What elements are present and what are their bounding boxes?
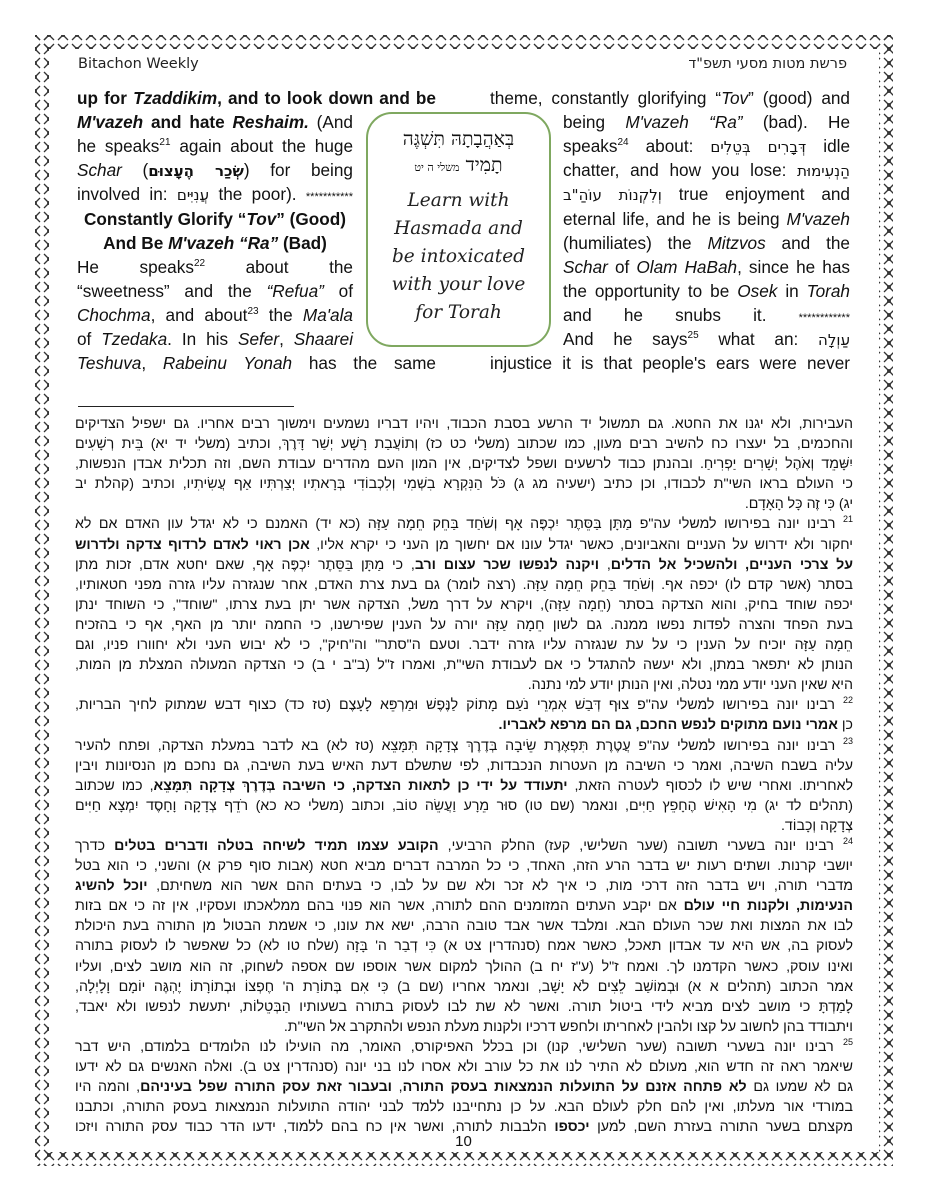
text-segment: and the: [765, 232, 850, 253]
text-segment: up for: [77, 88, 134, 108]
callout-english-line: for Torah: [415, 302, 502, 323]
footnote-marker: 21: [842, 514, 853, 525]
text-segment: לא פתחה אזנם על התועלות הנמצאות בעסק התורה: [402, 1079, 747, 1096]
text-segment: being: [563, 112, 626, 133]
text-segment: אמרי נועם מתוקים לנפש החכם, גם הם מרפא לאבריו.: [498, 717, 838, 734]
text-line: [77, 279, 353, 303]
footnote-line: [75, 514, 853, 534]
footnote-marker: 25: [687, 330, 699, 341]
text-segment: הקובע עצמו תמיד לשיחה בטלה ודברים בטלים: [114, 837, 439, 854]
text-segment: Shaarei: [293, 329, 354, 349]
text-segment: גם לא שמעו גם: [746, 1079, 853, 1096]
text-segment: ************: [798, 311, 850, 324]
text-segment: ” (good) and: [748, 88, 850, 108]
text-segment: בסתר (אשר קדם לו) יכפה אף. וְשֹׁחַד בַּחֵק חֵמָה עַזָּה. (רצה לומר) גם בעת צרת האדם, אחר שנגזרה עליו גזרה מפני חטאותיו,: [75, 576, 853, 593]
text-segment: על צרכי העניים, ולהשכיל אל הדלים: [610, 556, 853, 573]
text-segment: היא שאין העני יודע ממי נטלה, ואין הנותן יודע למי נתנה.: [527, 677, 853, 694]
text-line: [563, 303, 850, 327]
text-segment: ,: [279, 329, 294, 349]
text-segment: again about the huge: [170, 136, 354, 157]
text-segment: ויקנה לנפשו שכר עצום ורב: [414, 556, 600, 573]
footnote-line: [75, 655, 853, 675]
text-segment: Tov: [721, 88, 749, 108]
text-segment: (: [121, 160, 149, 181]
footnote-line: [75, 535, 853, 555]
text-line: [563, 207, 850, 231]
text-segment: has the same: [292, 353, 436, 374]
text-segment: ויתבודד בהן לחשוב על קצו ולהבין לאחריתו ולחפש דרכיו ולקנות מעלת הנפש ולהתקרב אל השי"ת.: [283, 1018, 853, 1035]
text-segment: “sweetness” and the: [77, 280, 267, 301]
text-segment: And he says: [563, 329, 688, 349]
text-segment: M'vazeh “Ra”: [168, 232, 279, 253]
text-segment: he speaks: [77, 136, 160, 157]
footnote-marker: 23: [842, 735, 853, 746]
text-segment: He speaks: [77, 256, 194, 277]
text-line: [490, 86, 850, 110]
footnote-line: [75, 615, 853, 635]
text-segment: “Refua”: [266, 280, 324, 301]
text-segment: רבינו יונה בפירושו למשלי עה"פ עֲטֶרֶת תִּפְאֶרֶת שֵׂיבָה בְּדֶרֶךְ צְדָקָה תִּמָּצֵא (טז לא) בא לדבר במעלת הצדקה, ופתח להעיר: [75, 737, 843, 754]
footnote-line: [75, 1077, 853, 1097]
callout-hebrew-verse: בְּאַהֲבָתָהּ תִּשְׁגֶּה: [402, 128, 515, 150]
footnote-line: [75, 575, 853, 595]
text-line: [77, 110, 353, 134]
text-segment: Ma'ala: [302, 304, 353, 325]
text-segment: chatter, and how you lose:: [563, 160, 798, 181]
footnote-marker: 24: [617, 137, 629, 149]
text-segment: involved in:: [77, 184, 177, 205]
text-segment: חֵמָה עַזָּה יוכיח על הענין כי על עת שנגזרה עליו גזרה ידבר. וטעם ה"סתר" וה"חיק", כי לא יבוש העני ולא יחוורו פניו, וגם: [75, 637, 853, 654]
text-segment: עליה בשבח השיבה, ואמר כי השיבה מן העטרות הנכבדות, לפי שתשלם דעת האיש בעת השיבה, גם נחכם מן הנסיונות ויבין: [75, 757, 853, 774]
text-segment: הנעימות, ולקנות חיי עולם: [683, 898, 853, 915]
footnote-line: [75, 434, 853, 454]
text-segment: theme, constantly glorifying “: [490, 88, 722, 108]
footnote-line: [75, 776, 853, 796]
callout-hebrew-word: תָמִיד: [465, 154, 503, 176]
footnote-line: [75, 675, 853, 695]
text-segment: רבינו יונה בשערי תשובה (שער השלישי, קעז) החלק הרביעי,: [438, 837, 843, 854]
footnote-line: [75, 916, 853, 936]
footnote-line: [75, 957, 853, 977]
text-segment: , and about: [150, 304, 248, 325]
text-segment: ובעבור זאת עסק התורה שפל בעיניהם: [140, 1079, 392, 1096]
text-segment: לבו את המצות ואת שכר העולם הבא. ומלבד אשר אבד טובה הרבה, ישא את עונו, כי אשמת הבטול מן התורה בעת היכולת: [75, 918, 853, 935]
text-segment: speaks: [563, 136, 618, 157]
text-segment: Tzaddikim: [133, 88, 218, 108]
newsletter-title: Bitachon Weekly: [78, 56, 199, 72]
text-segment: כן: [837, 717, 853, 734]
footnote-marker: 22: [193, 257, 206, 269]
footnote-line: [75, 977, 853, 997]
footnote-line: [75, 836, 853, 856]
text-segment: Schar: [563, 256, 608, 277]
text-segment: יִשָּׁמֵד וְאֹהֶל יְשָׁרִים יַפְרִיחַ. ובהנתן כבוד לרשעים ושפל לצדיקים, אין המון העם מהדרים עבודת השם, וזה תכלית אבדן הנפשות,: [75, 456, 853, 473]
text-segment: , since he has: [737, 256, 850, 277]
text-segment: (תהלים לד יג) מִי הָאִישׁ הֶחָפֵץ חַיִּים, ונאמר (שם טו) סוּר מֵרָע וַעֲשֵׂה טוֹב, וכתוב (משלי כא כא) רֹדֵף צְדָקָה וָחָסֶד יִמְצָא חַיִּים: [75, 797, 853, 814]
text-segment: יוכל להשיג: [75, 878, 148, 895]
footnote-line: [75, 1017, 853, 1037]
text-segment: And Be: [103, 232, 169, 253]
footnote-line: [75, 635, 853, 655]
text-segment: צְדָקָה וְכָבוֹד.: [780, 817, 853, 834]
text-segment: יכספו: [554, 1119, 590, 1136]
text-segment: of: [607, 256, 637, 277]
text-segment: דְּבָרִים בְּטֵלִים: [710, 138, 807, 157]
text-line: [77, 231, 353, 255]
text-segment: (Bad): [278, 232, 327, 253]
text-segment: ,: [391, 1079, 403, 1096]
text-line: [563, 158, 850, 182]
callout-english-line: be intoxicated: [391, 246, 526, 267]
text-segment: ואינו עוסק, כאשר הקדמנו לך. ואמח ז"ל (ע"ז יח ב) ההולך למקום אשר אוספו שם אספה לשחוק, זה הוא מושב לצים, ועליו: [75, 958, 853, 975]
text-segment: Reshaim.: [232, 112, 309, 133]
text-segment: , כי מַתָּן בַּסֵּתֶר יִכְפֶּה אָף, שאם יחטא אדם, זכות מתן: [75, 556, 415, 573]
footnote-line: [75, 736, 853, 756]
text-line: [77, 182, 353, 206]
text-segment: the: [258, 304, 303, 325]
footnote-line: [75, 876, 853, 896]
text-line: [77, 303, 353, 327]
text-segment: עַוְלָה: [818, 331, 850, 349]
callout-english-line: with your love: [391, 274, 526, 295]
footnote-line: [75, 936, 853, 956]
text-segment: of: [323, 280, 354, 301]
text-segment: Tov: [246, 208, 277, 229]
text-line: [563, 327, 850, 351]
text-segment: ,: [599, 556, 611, 573]
text-line: [77, 158, 353, 182]
footnote-line: [75, 474, 853, 494]
text-segment: injustice it is that people's ears were never: [490, 353, 850, 374]
footnote-line: [75, 695, 853, 715]
text-segment: כי העולם בראו השי"ת לכבודו, וכן כתיב (ישעיה מג ג) כֹּל הַנִּקְרָא בִשְׁמִי וְלִכְבוֹדִי בְּרָאתִיו יְצַרְתִּיו אַף עֲשִׂיתִיו, וכתיב (קהלת יב: [75, 476, 853, 493]
footnote-line: [75, 595, 853, 615]
footnote-line: [75, 555, 853, 575]
text-line: [563, 134, 850, 158]
text-line: [563, 110, 850, 134]
footnote-line: [75, 1097, 853, 1117]
footnote-marker: 22: [842, 695, 853, 706]
footnote-marker: 24: [842, 835, 853, 846]
text-segment: לעסוק בה, אש היא עד אבדון תאכל, כאשר אמח (סנהדרין צט א) כִּי דְבַר ה' בָּזָה (שלח טו לא) כל שאפשר לו לעסוק בתורה: [75, 938, 853, 955]
callout-english: [368, 187, 549, 327]
text-segment: (bad). He: [742, 112, 850, 133]
text-segment: רבינו יונה בשערי תשובה (שער השלישי, קנו) וכן בכלל האפיקורס, האומר, מה הועילו לנו הלומדים בלמודם, היש דבר: [75, 1038, 843, 1055]
footnote-line: [75, 816, 853, 836]
text-segment: Tzedaka: [101, 329, 168, 349]
footnote-marker: 23: [247, 305, 259, 317]
text-line: [563, 279, 850, 303]
footnote-line: [75, 414, 853, 434]
text-segment: about:: [628, 136, 711, 157]
callout-english-line: Learn with: [407, 190, 510, 211]
quote-callout-box: [366, 112, 551, 347]
text-segment: והחכמים, בל יעצרו כח להשיב רבים מעון, כמו שכתוב (משלי כט כז) וְתוֹעֲבַת רָשָׁע יְשַׁר דָּרֶךְ, וכתיב (משלי יד יא) בֵּית רְשָׁעִים: [75, 436, 853, 453]
text-segment: ***********: [305, 191, 353, 204]
text-line: [563, 182, 850, 206]
text-segment: of: [77, 329, 102, 349]
text-segment: Teshuva: [77, 353, 142, 374]
text-segment: M'vazeh “Ra”: [625, 112, 743, 133]
text-line: [77, 255, 353, 279]
text-segment: idle: [806, 136, 851, 157]
text-segment: Constantly Glorify “: [84, 208, 247, 229]
text-segment: , והמה היו: [75, 1079, 141, 1096]
text-line: [77, 134, 353, 158]
text-segment: יכפה שוחד בחיק, והוא הצדקה בסתר (חֵמָה עַזָּה), ויקרא על דרך משל, הצדקה אשר יתן בעת צרתו, "שוחד", כי השוחד ינתן: [75, 596, 853, 613]
text-segment: ,: [141, 353, 163, 374]
text-segment: Olam HaBah: [636, 256, 738, 277]
text-segment: the opportunity to be: [563, 280, 738, 301]
text-segment: לאחריתו. ואחרי שיש לו לכסוף לעטרה הזאת,: [567, 777, 853, 794]
text-segment: העבירות, ולא יגנו את החטא. גם תמשול יד הרשע בסבת הכבוד, ויהיו דבריו נשמעים וימשוך רבים אחריו. גם ישפיל הצדיקים: [75, 416, 853, 432]
footnote-line: [75, 1037, 853, 1057]
text-segment: the poor).: [209, 184, 306, 205]
text-segment: לָמַדְתָּ כי מושב לצים מביא לידי ביטול תורה. ואשר לא שת לבו לעסוק בתורה בשעותיו הַבְּטֵלוֹת, יתעשת לנפשו ולא יאבד,: [75, 998, 853, 1015]
text-segment: , and to look down and be: [217, 88, 436, 108]
footnote-line: [75, 896, 853, 916]
footnote-line: [75, 856, 853, 876]
text-segment: אמר הכתוב (תהלים א א) וּבְמוֹשַׁב לֵצִים לֹא יָשָׁב, ונאמר אחריו (שם ב) כִּי אִם בְּתוֹרַת ה' חֶפְצוֹ וּבְתוֹרָתוֹ יֶהְגֶּה יוֹמָם וָלָיְלָה,: [75, 978, 853, 995]
text-line: [563, 255, 850, 279]
footnote-line: [75, 494, 853, 514]
text-segment: about the: [205, 256, 353, 277]
text-segment: ) for being: [243, 160, 353, 181]
footnote-line: [75, 454, 853, 474]
text-segment: יתעודד על ידי כן לתאות הצדקה, כי השיבה בְּדֶרֶךְ צְדָקָה תִּמָּצֵא: [153, 777, 568, 794]
footnote-line: [75, 997, 853, 1017]
footnotes: [75, 414, 853, 1137]
text-segment: M'vazeh: [786, 208, 850, 229]
text-segment: שְׂכַר הֶעָצוּם: [148, 162, 244, 181]
text-line: [490, 351, 850, 375]
text-segment: יג) כִּי זֶה כָּל הָאָדָם.: [744, 496, 853, 513]
text-line: [563, 231, 850, 255]
text-segment: and he snubs it.: [563, 304, 799, 325]
text-segment: . In his: [167, 329, 238, 349]
text-segment: what an:: [698, 329, 819, 349]
text-segment: and hate: [143, 112, 233, 133]
text-segment: רבינו יונה בפירושו למשלי עה"פ מַתָּן בַּסֵּתֶר יִכְפֶּה אָף וְשֹׁחַד בַּחֵק חֵמָה עַזָּה (כא יד) האמנם כי לא יגדל עון האדם אם לא: [75, 516, 843, 533]
callout-hebrew-verse-2: [368, 152, 549, 181]
footnote-line: [75, 756, 853, 776]
text-segment: in: [777, 280, 807, 301]
text-segment: Rabeinu Yonah: [162, 353, 293, 374]
footnote-line: [75, 796, 853, 816]
footnote-marker: 21: [159, 137, 171, 149]
text-line: [77, 351, 436, 375]
text-line: [77, 327, 353, 351]
text-segment: יחקור ולא ידרוש על העניים והאביונים, כאשר יגדל עונו אם יחשוך מן העני כי יקרא אליו,: [309, 536, 853, 553]
text-segment: , כמו שכתוב: [75, 777, 154, 794]
text-segment: יושבי קרנות. ושתים רעות יש בדבר הרע הזה, האחד, כי כל המרבה דברים מביא חטא (אבות סוף פרק א) והשני, כי הוא בטל: [75, 858, 853, 875]
footnote-separator: [78, 406, 294, 407]
text-segment: eternal life, and he is being: [563, 208, 787, 229]
text-segment: במורדי אור מעלתו, ואין להם חלק לעולם הבא. על כן נתחייבנו ללמד לבני יהודה התועלות הנמצאות בעסק התורה, וכתבנו: [75, 1099, 853, 1116]
text-segment: Sefer: [237, 329, 280, 349]
text-segment: אם יקבע העתים המזומנים ההם לתורה, אשר הוא פנוי בהם ממלאכתו ועסקיו, אין זה כי אם בזות: [75, 898, 684, 915]
text-segment: M'vazeh: [77, 112, 144, 133]
text-segment: כדרך: [75, 837, 115, 854]
text-line: [77, 207, 353, 231]
text-segment: Schar: [77, 160, 122, 181]
text-segment: בעת הפחד והצרה לפדות נפשו ממנה. גם לשון חֵמָה עַזָּה יורה על הענין שפירשנו, כי החמה יותר מן האף, אף כי בהזכיח: [75, 616, 853, 633]
footnote-line: [75, 715, 853, 735]
text-segment: עֲנִיִּים: [176, 186, 210, 205]
text-segment: וְלִקְנוֹת עוֹהַ"ב: [563, 186, 662, 205]
parsha-title: פרשת מטות מסעי תשפ"ד: [688, 56, 847, 72]
text-segment: (humiliates) the: [563, 232, 708, 253]
text-segment: אכן ראוי לאדם לרדוף צדקה ולדרוש: [75, 536, 310, 553]
footnote-marker: 25: [842, 1036, 853, 1047]
text-segment: מקצתם בשער התורה בעזרת השם, למען: [589, 1119, 853, 1136]
text-line: [77, 86, 436, 110]
text-segment: Torah: [806, 280, 850, 301]
text-segment: Osek: [737, 280, 778, 301]
text-segment: ” (Good): [276, 208, 346, 229]
text-segment: הנותן לא יתפאר במתן, ולא יעשה להתגדל כי אם לעבודת השי"ת, ואמרו ז"ל (ב"ב י ב) כי הצדקה המעולה המצלת מן המות,: [75, 657, 853, 674]
callout-source: משלי ה יט: [414, 161, 460, 174]
footnote-line: [75, 1057, 853, 1077]
callout-english-line: Hasmada and: [394, 218, 523, 239]
page-number: 10: [455, 1133, 472, 1150]
text-segment: הַנְעִימוּת: [797, 162, 850, 181]
text-segment: מדברי תורה, ויש בדבר הזה דרכי מות, כי איך לא זכר ולא שם על לבו, כי בעתים ההם אשר הוא משחיתם,: [147, 878, 853, 895]
text-segment: הלבבות לתורה, ואשר אין כח בהם ללמוד, ידעו הדר כבוד עסק התורה ויזכו: [75, 1119, 555, 1136]
text-segment: Mitzvos: [707, 232, 766, 253]
text-segment: רבינו יונה בפירושו למשלי עה"פ צוּף דְּבַשׁ אִמְרֵי נֹעַם מָתוֹק לַנֶּפֶשׁ וּמַרְפֵּא לָעָצֶם (טז כד) כצוף דבש שמתוק לחיך הבריות,: [75, 697, 843, 714]
text-segment: true enjoyment and: [661, 184, 850, 205]
text-segment: Chochma: [77, 304, 151, 325]
text-segment: (And: [308, 112, 353, 133]
text-segment: שיאמר ראה זה חדש הוא, מעולם לא התיר לנו את כל עורב ולא אסרו לנו בני יונה (סנהדרין צט ב). ואלה האנשים גם לא ידעו: [75, 1059, 853, 1075]
